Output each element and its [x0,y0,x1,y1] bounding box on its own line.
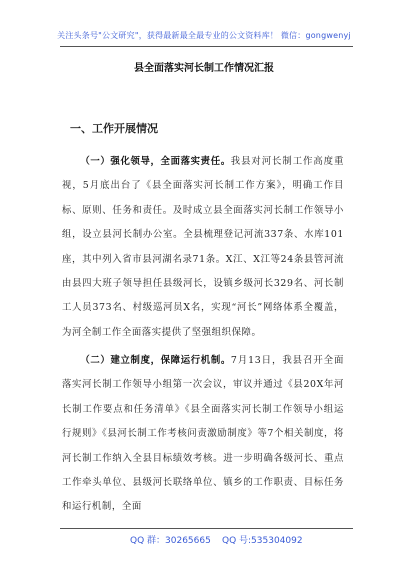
header-promo: 关注头条号"公文研究"，获得最新最全最专业的公文资料库！ 微信：gongwenyj [57,31,351,40]
paragraph-2-body: 7月13日，我县召开全面落实河长制工作领导小组第一次会议，审议并通过《县20X年河长制工作要点和任务清单》《县全面落实河长制工作领导小组运行规则》《县河长制工作考核问责激励制度》等7个相关制度，将河长制工作纳入全县目标绩效考核。进一步明确各级河长、重点工作牵头单位、县级河长联络单位、镇乡的工作职责、目标任务和运行机制，全面 [62,355,344,513]
paragraph-2-lead: （二）建立制度，保障运行机制。 [80,355,231,366]
footer-divider [60,528,353,529]
document-title: 县全面落实河长制工作情况汇报 [134,63,274,74]
footer-qq-group: QQ 群：30265665 [130,536,211,546]
paragraph-2 [62,349,344,520]
section-heading: 一、工作开展情况 [70,122,158,135]
header-divider [60,46,353,47]
footer-qq-number: QQ 号:535304092 [222,536,303,546]
paragraph-1-body: 我县对河长制工作高度重视，5月底出台了《县全面落实河长制工作方案》，明确工作目标、原则、任务和责任。及时成立县全面落实河长制工作领导小组，设立县河长制办公室。全县梳理登记河流337条、水库101座，其中列入省市县河湖名录71条。X江、X江等24条县管河流由县四大班子领导担任县级河长，设镇乡级河长329名、河长制工人员373名、村级巡河员X名，实现“河长”网络体系全覆盖，为河全制工作全面落实提供了坚强组织保障。 [62,156,344,338]
paragraph-1-lead: （一）强化领导，全面落实责任。 [80,156,231,167]
paragraph-1 [62,150,344,345]
